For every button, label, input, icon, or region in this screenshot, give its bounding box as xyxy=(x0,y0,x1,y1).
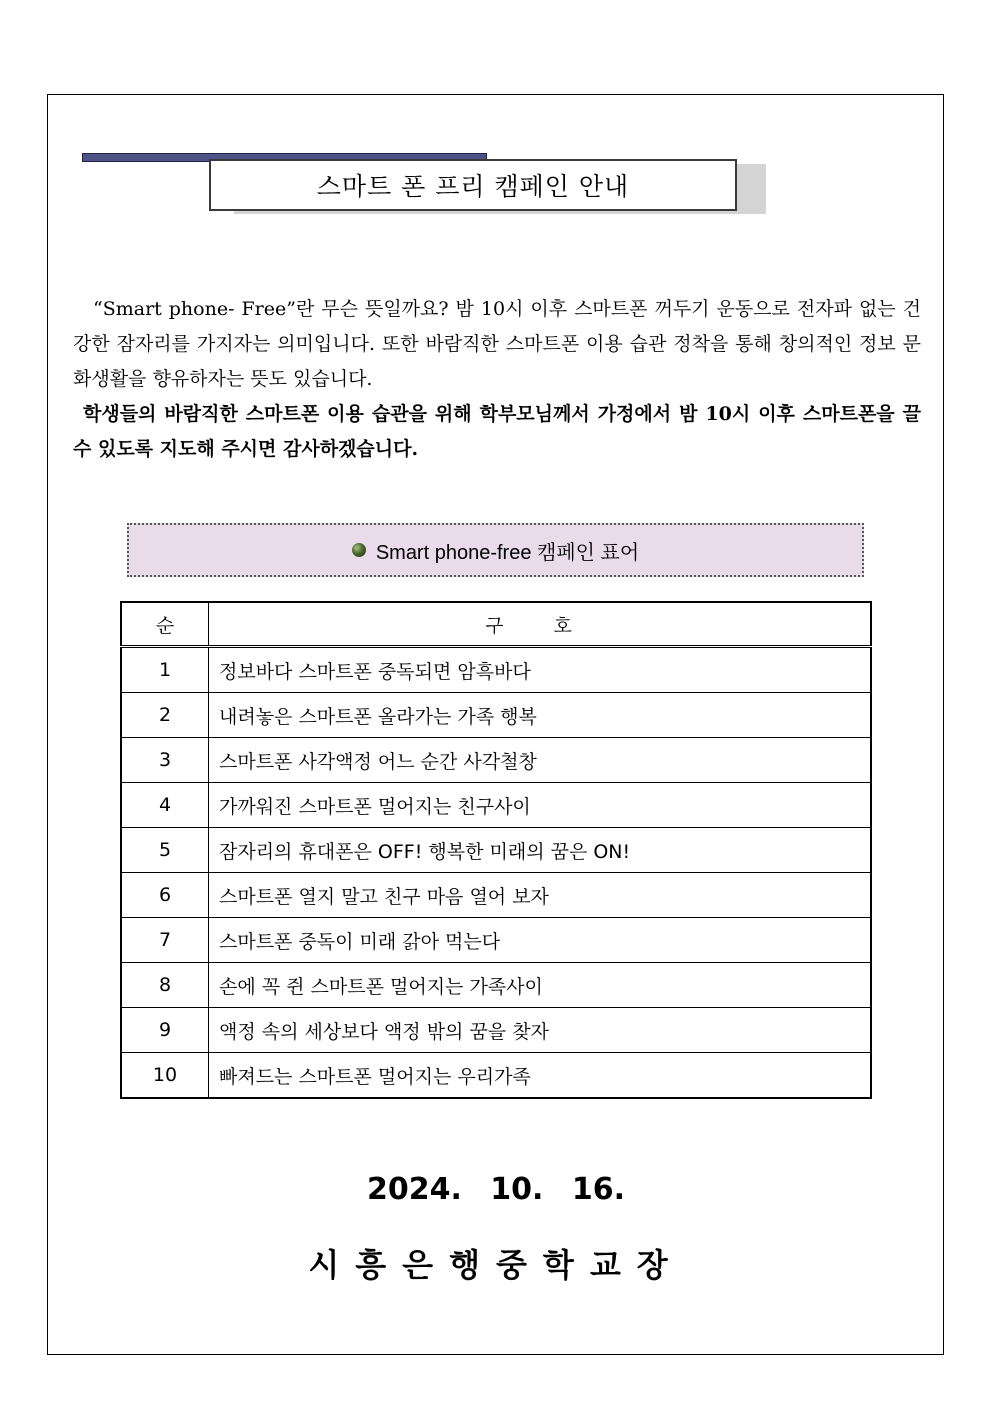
intro-text xyxy=(73,292,921,467)
row-slogan: 정보바다 스마트폰 중독되면 암흑바다 xyxy=(209,647,872,693)
row-slogan: 손에 꼭 쥔 스마트폰 멀어지는 가족사이 xyxy=(209,963,872,1008)
header-slogan: 구 호 xyxy=(209,602,872,647)
intro-paragraph-1: “Smart phone- Free”란 무슨 뜻일까요? 밤 10시 이후 스마트폰 꺼두기 운동으로 전자파 없는 건강한 잠자리를 가지자는 의미입니다. 또한 바람직한 스마트폰 이용 습관 정착을 통해 창의적인 정보 문화생활을 향유하자는 뜻도 있습니다. xyxy=(73,298,921,390)
table-row xyxy=(121,1008,871,1053)
slogan-section-header xyxy=(127,523,864,577)
row-slogan: 가까워진 스마트폰 멀어지는 친구사이 xyxy=(209,783,872,828)
table-row xyxy=(121,963,871,1008)
table-row xyxy=(121,693,871,738)
row-slogan: 잠자리의 휴대폰은 OFF! 행복한 미래의 꿈은 ON! xyxy=(209,828,872,873)
principal-signature: 시흥은행중학교장 xyxy=(308,1246,684,1284)
header-number: 순 xyxy=(121,602,209,647)
intro-paragraph-2: 학생들의 바람직한 스마트폰 이용 습관을 위해 학부모님께서 가정에서 밤 10시 이후 스마트폰을 끌 수 있도록 지도해 주시면 감사하겠습니다. xyxy=(73,403,921,460)
slogan-header-label: Smart phone-free 캠페인 표어 xyxy=(375,541,640,564)
slogan-table xyxy=(120,601,872,1099)
bullet-icon xyxy=(352,543,366,557)
row-number: 10 xyxy=(121,1053,209,1099)
row-number: 6 xyxy=(121,873,209,918)
row-number: 7 xyxy=(121,918,209,963)
row-slogan: 내려놓은 스마트폰 올라가는 가족 행복 xyxy=(209,693,872,738)
row-slogan: 스마트폰 중독이 미래 갉아 먹는다 xyxy=(209,918,872,963)
row-number: 9 xyxy=(121,1008,209,1053)
table-row xyxy=(121,1053,871,1099)
table-row xyxy=(121,647,871,693)
row-slogan: 빠져드는 스마트폰 멀어지는 우리가족 xyxy=(209,1053,872,1099)
table-row xyxy=(121,738,871,783)
row-number: 2 xyxy=(121,693,209,738)
row-slogan: 스마트폰 사각액정 어느 순간 사각철창 xyxy=(209,738,872,783)
row-slogan: 액정 속의 세상보다 액정 밖의 꿈을 찾자 xyxy=(209,1008,872,1053)
row-number: 3 xyxy=(121,738,209,783)
table-row xyxy=(121,828,871,873)
row-number: 4 xyxy=(121,783,209,828)
table-row xyxy=(121,873,871,918)
document-date: 2024. 10. 16. xyxy=(366,1172,626,1207)
row-number: 5 xyxy=(121,828,209,873)
row-number: 1 xyxy=(121,647,209,693)
table-header-row xyxy=(121,602,871,647)
row-slogan: 스마트폰 열지 말고 친구 마음 열어 보자 xyxy=(209,873,872,918)
table-row xyxy=(121,783,871,828)
page-title: 스마트 폰 프리 캠페인 안내 xyxy=(209,159,737,211)
table-row xyxy=(121,918,871,963)
row-number: 8 xyxy=(121,963,209,1008)
